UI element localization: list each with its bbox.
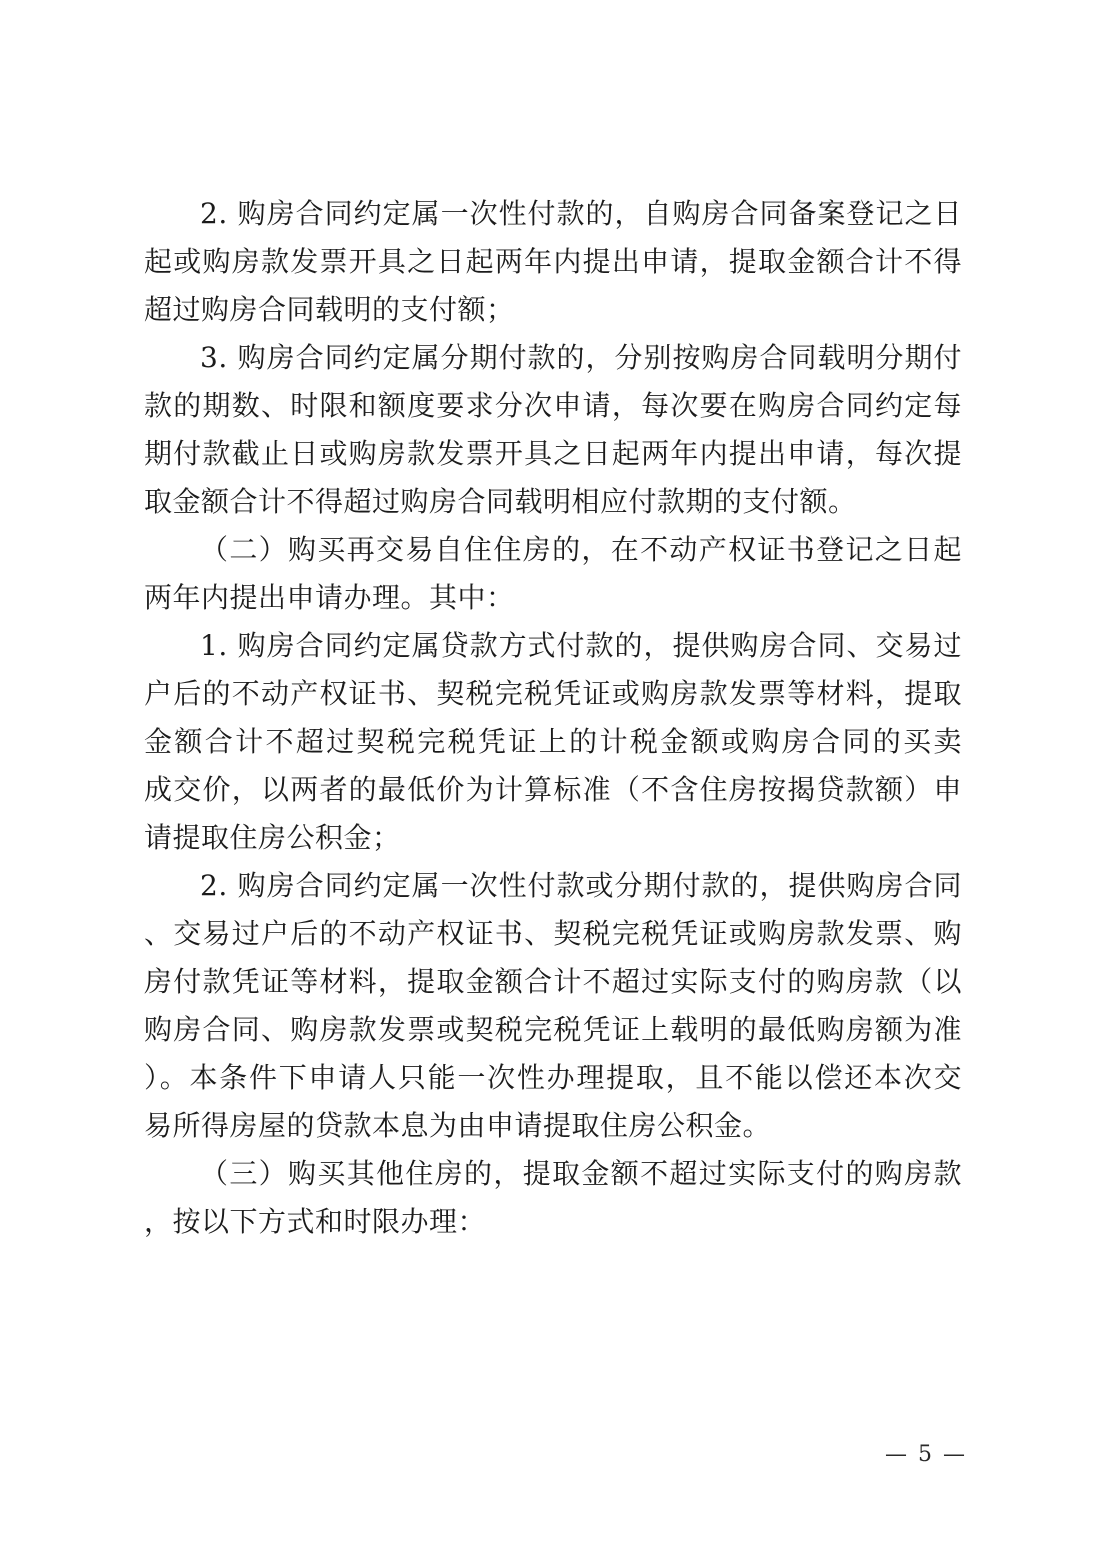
text-line: 请提取住房公积金； (144, 821, 401, 854)
text-line: （二）购买再交易自住住房的，在不动产权证书登记之日起 (200, 533, 962, 566)
text-line: 2. 购房合同约定属一次性付款或分期付款的，提供购房合同 (200, 869, 962, 902)
text-line: 两年内提出申请办理。其中： (144, 581, 515, 614)
text-line: （三）购买其他住房的，提取金额不超过实际支付的购房款 (200, 1157, 962, 1190)
text-line: 易所得房屋的贷款本息为由申请提取住房公积金。 (144, 1109, 772, 1142)
text-line: ，按以下方式和时限办理： (144, 1205, 487, 1238)
page-number: — 5 — (885, 1442, 967, 1467)
text-line: 金额合计不超过契税完税凭证上的计税金额或购房合同的买卖 (144, 725, 962, 758)
text-line: 款的期数、时限和额度要求分次申请，每次要在购房合同约定每 (144, 389, 962, 422)
text-line: 2. 购房合同约定属一次性付款的，自购房合同备案登记之日 (200, 197, 962, 230)
text-line: 购房合同、购房款发票或契税完税凭证上载明的最低购房额为准 (144, 1013, 962, 1046)
text-line: ）。本条件下申请人只能一次性办理提取，且不能以偿还本次交 (144, 1061, 962, 1094)
document-body (144, 190, 962, 1246)
text-line: 超过购房合同载明的支付额； (144, 293, 515, 326)
text-line: 起或购房款发票开具之日起两年内提出申请，提取金额合计不得 (144, 245, 962, 278)
text-line: 3. 购房合同约定属分期付款的，分别按购房合同载明分期付 (200, 341, 962, 374)
text-line: 成交价，以两者的最低价为计算标准（不含住房按揭贷款额）申 (144, 773, 962, 806)
text-line: 户后的不动产权证书、契税完税凭证或购房款发票等材料，提取 (144, 677, 962, 710)
text-line: 、交易过户后的不动产权证书、契税完税凭证或购房款发票、购 (144, 917, 962, 950)
text-line: 取金额合计不得超过购房合同载明相应付款期的支付额。 (144, 485, 857, 518)
text-line: 期付款截止日或购房款发票开具之日起两年内提出申请，每次提 (144, 437, 962, 470)
text-line: 1. 购房合同约定属贷款方式付款的，提供购房合同、交易过 (200, 629, 962, 662)
text-line: 房付款凭证等材料，提取金额合计不超过实际支付的购房款（以 (144, 965, 962, 998)
